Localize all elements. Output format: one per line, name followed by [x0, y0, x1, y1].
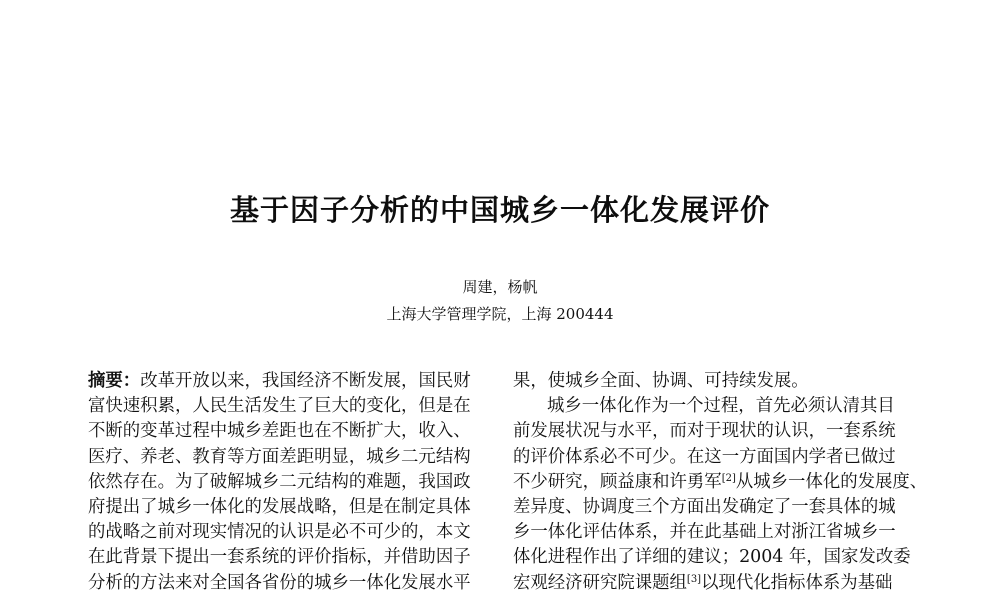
paper-authors: 周建，杨帆 [462, 278, 538, 296]
abstract-line: 的战略之前对现实情况的认识是必不可少的，本文 [88, 522, 471, 543]
body-line [513, 571, 911, 596]
paper-title: 基于因子分析的中国城乡一体化发展评价 [229, 193, 770, 227]
body-line: 差异度、协调度三个方面出发确定了一套具体的城 [513, 496, 896, 517]
abstract-line: 不断的变革过程中城乡差距也在不断扩大，收入、 [88, 421, 471, 442]
body-text: 宏观经济研究院课题组 [513, 572, 687, 593]
abstract-line: 府提出了城乡一体化的发展战略，但是在制定具体 [88, 496, 471, 517]
abstract-line: 分析的方法来对全国各省份的城乡一体化发展水平 [88, 572, 471, 593]
body-text: 不少研究，顾益康和许勇军 [513, 471, 722, 492]
body-line: 前发展状况与水平，而对于现状的认识，一套系统 [513, 421, 896, 442]
body-text: 从城乡一体化的发展度、 [735, 471, 928, 492]
abstract-column [88, 369, 484, 596]
abstract-line: 医疗、养老、教育等方面差距明显，城乡二元结构 [88, 446, 471, 467]
body-line: 乡一体化评估体系，并在此基础上对浙江省城乡一 [513, 522, 896, 543]
body-line [513, 470, 928, 495]
abstract-line: 在此背景下提出一套系统的评价指标，并借助因子 [88, 547, 471, 568]
paper-affiliation: 上海大学管理学院，上海 200444 [386, 305, 614, 323]
body-paragraph-start: 城乡一体化作为一个过程，首先必须认清其目 [547, 396, 895, 417]
abstract-line [88, 369, 484, 394]
body-column [513, 369, 928, 596]
citation-ref-3: [3] [686, 573, 702, 585]
body-text: 以现代化指标体系为基础 [701, 572, 893, 593]
body-line: 的评价体系必不可少。在这一方面国内学者已做过 [513, 446, 896, 467]
abstract-label: 摘要： [88, 371, 141, 391]
body-line: 果，使城乡全面、协调、可持续发展。 [513, 371, 809, 391]
abstract-text: 改革开放以来，我国经济不断发展，国民财 [140, 371, 471, 391]
abstract-line: 依然存在。为了破解城乡二元结构的难题，我国政 [88, 471, 471, 492]
body-line: 体化进程作出了详细的建议；2004 年，国家发改委 [513, 547, 911, 568]
citation-ref-2: [2] [721, 472, 736, 484]
abstract-line: 富快速积累，人民生活发生了巨大的变化，但是在 [88, 396, 471, 417]
